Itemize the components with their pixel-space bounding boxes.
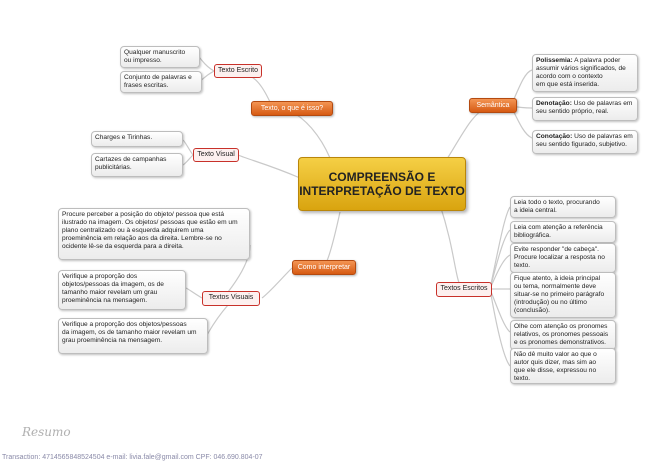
topic-texto-escrito[interactable]: Texto Escrito: [214, 64, 262, 78]
note-conjunto-palavras: Conjunto de palavras e frases escritas.: [120, 71, 202, 93]
note-polissemia: [532, 54, 638, 92]
note-conotacao: [532, 130, 638, 154]
note-leia-referencia: Leia com atenção a referência bibliográfica.: [510, 221, 616, 243]
note-leia-todo: Leia todo o texto, procurando a ideia central.: [510, 196, 616, 218]
topic-texto-visual[interactable]: Texto Visual: [193, 148, 239, 162]
topic-textos-escritos[interactable]: Textos Escritos: [436, 282, 492, 297]
note-verifique-proporcao-1: Verifique a proporção dos objetos/pessoas da imagem, os de tamanho maior revelam um grau proeminência na mensagem.: [58, 270, 186, 310]
central-topic[interactable]: [298, 157, 466, 211]
note-denotacao: [532, 97, 638, 121]
topic-texto-o-que-e[interactable]: Texto, o que é isso?: [251, 101, 333, 116]
conotacao-term: Conotação:: [536, 133, 573, 140]
transaction-footer: Transaction: 4714565848524504 e-mail: livia.fale@gmail.com CPF: 046.690.804-07: [2, 454, 263, 461]
topic-como-interpretar[interactable]: Como interpretar: [292, 260, 356, 275]
topic-textos-visuais[interactable]: Textos Visuais: [202, 291, 260, 306]
polissemia-term: Polissemia:: [536, 57, 573, 64]
note-evite-responder: Evite responder "de cabeça". Procure localizar a resposta no texto.: [510, 243, 616, 273]
central-topic-title: COMPREENSÃO E INTERPRETAÇÃO DE TEXTO: [299, 169, 465, 198]
note-verifique-proporcao-2: Verifique a proporção dos objetos/pessoas da imagem, os de tamanho maior revelam um grau proeminência na mensagem.: [58, 318, 208, 354]
note-nao-de-valor: Não dê muito valor ao que o autor quis dizer, mas sim ao que ele disse, expressou no texto.: [510, 348, 616, 384]
denotacao-text: Uso de palavras em seu sentido próprio, real.: [536, 100, 633, 115]
logo-signature: Resumo: [22, 425, 71, 439]
note-cartazes: Cartazes de campanhas publicitárias.: [91, 153, 183, 177]
note-manuscrito: Qualquer manuscrito ou impresso.: [120, 46, 200, 68]
note-posicao-objeto: Procure perceber a posição do objeto/ pessoa que está ilustrado na imagem. Os objetos/ pessoas que estão em um plano centralizado ou à esquerda adquirem uma proeminência em relação aos da direita. Lembre-se no ocidente lê-se da esquerda para a direita.: [58, 208, 250, 260]
note-fique-atento: Fique atento, à ideia principal ou tema, normalmente deve situar-se no primeiro parágrafo (introdução) ou no último (conclusão).: [510, 272, 616, 318]
denotacao-term: Denotação:: [536, 100, 572, 107]
note-charges: Charges e Tirinhas.: [91, 131, 183, 147]
polissemia-text: A palavra poder assumir vários significados, de acordo com o contexto em que está inserida.: [536, 57, 626, 88]
topic-semantica[interactable]: Semântica: [469, 98, 517, 113]
note-olhe-pronomes: Olhe com atenção os pronomes relativos, os pronomes pessoais e os pronomes demonstrativos.: [510, 320, 616, 350]
conotacao-text: Uso de palavras em seu sentido figurado, subjetivo.: [536, 133, 633, 148]
